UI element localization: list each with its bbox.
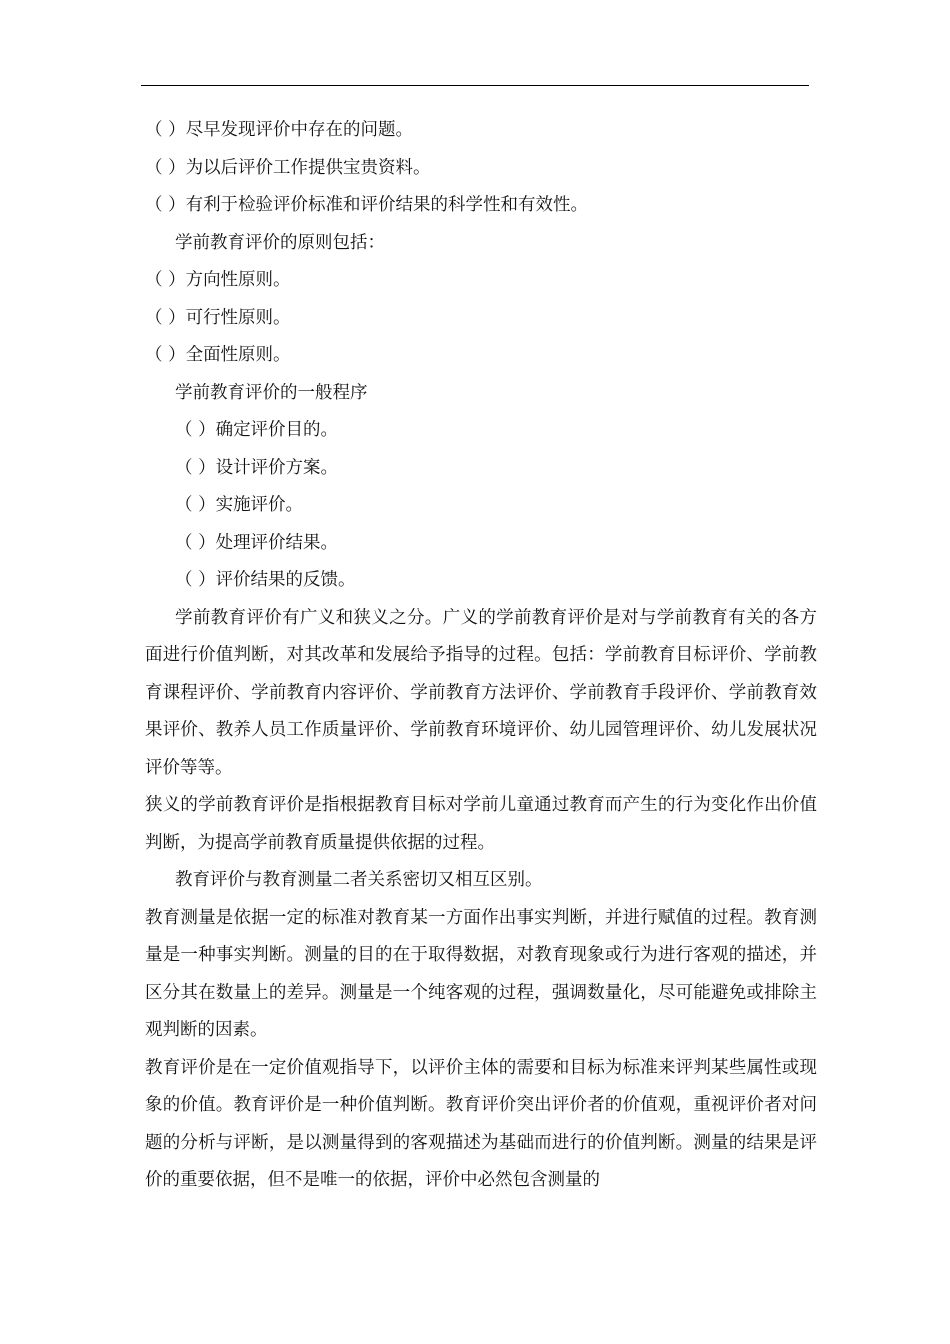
header-rule (141, 85, 809, 86)
list-item: （ ）有利于检验评价标准和评价结果的科学性和有效性。 (145, 195, 589, 215)
document-body (145, 112, 817, 1200)
list-item: （ ）尽早发现评价中存在的问题。 (145, 120, 414, 140)
list-item: （ ）可行性原则。 (145, 307, 291, 328)
list-item: （ ）为以后评价工作提供宝贵资料。 (145, 157, 431, 178)
list-item: （ ）设计评价方案。 (175, 457, 339, 478)
list-item: （ ）处理评价结果。 (175, 532, 339, 553)
list-item: （ ）全面性原则。 (145, 345, 291, 365)
section-heading: 学前教育评价的一般程序 (175, 382, 368, 403)
paragraph: 狭义的学前教育评价是指根据教育目标对学前儿童通过教育而产生的行为变化作出价值判断，为提高学前教育质量提供依据的过程。 (145, 795, 817, 853)
paragraph: 教育评价与教育测量二者关系密切又相互区别。 (175, 870, 543, 890)
paragraph: 教育评价是在一定价值观指导下，以评价主体的需要和目标为标准来评判某些属性或现象的价值。教育评价是一种价值判断。教育评价突出评价者的价值观，重视评价者对问题的分析与评断，是以测量得到的客观描述为基础而进行的价值判断。测量的结果是评价的重要依据，但不是唯一的依据，评价中必然包含测量的 (145, 1057, 817, 1190)
list-item: （ ）确定评价目的。 (175, 420, 339, 440)
section-heading: 学前教育评价的原则包括： (175, 232, 385, 253)
list-item: （ ）方向性原则。 (145, 270, 291, 290)
paragraph: 教育测量是依据一定的标准对教育某一方面作出事实判断，并进行赋值的过程。教育测量是一种事实判断。测量的目的在于取得数据，对教育现象或行为进行客观的描述，并区分其在数量上的差异。测量是一个纯客观的过程，强调数量化，尽可能避免或排除主观判断的因素。 (145, 907, 817, 1040)
list-item: （ ）实施评价。 (175, 495, 304, 515)
list-item: （ ）评价结果的反馈。 (175, 570, 356, 590)
paragraph: 学前教育评价有广义和狭义之分。广义的学前教育评价是对与学前教育有关的各方面进行价值判断，对其改革和发展给予指导的过程。包括：学前教育目标评价、学前教育课程评价、学前教育内容评价、学前教育方法评价、学前教育手段评价、学前教育效果评价、教养人员工作质量评价、学前教育环境评价、幼儿园管理评价、幼儿发展状况评价等等。 (145, 607, 817, 778)
